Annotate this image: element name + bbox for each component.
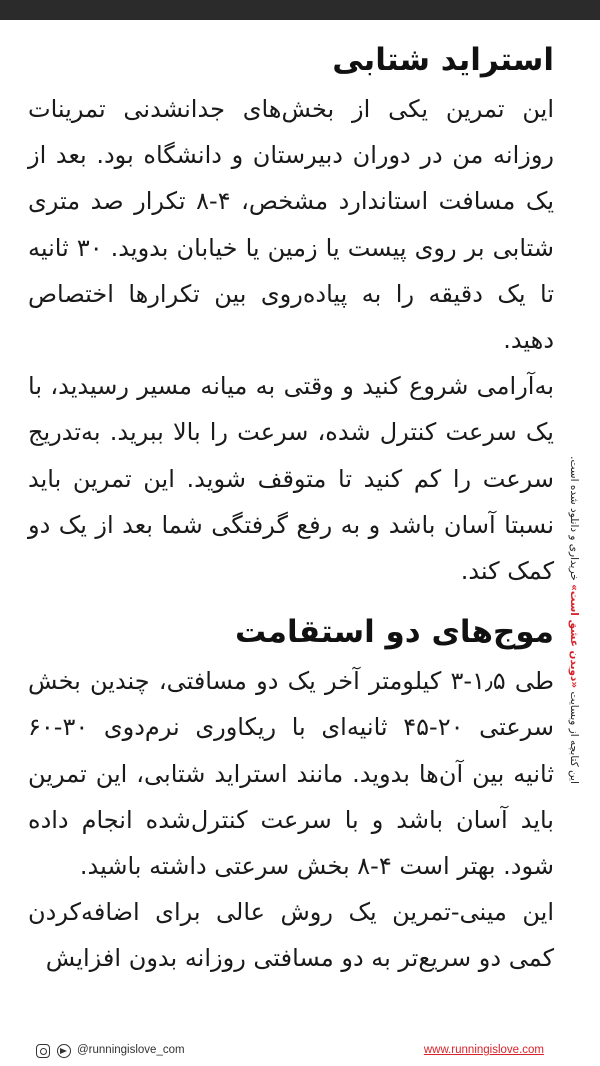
- top-bar: [0, 0, 600, 20]
- instagram-icon[interactable]: [36, 1044, 50, 1058]
- paragraph-strides-details: به‌آرامی شروع کنید و وقتی به میانه مسیر رسیدید، با یک سرعت کنترل شده، سرعت را بالا ببرید. به‌تدریج سرعت را کم کنید تا متوقف شوید. این تمرین باید نسبتا آسان باشد و به رفع گرفتگی شما بعد از یک دو کمک کند.: [28, 372, 554, 586]
- article-body: [28, 34, 554, 982]
- footer: [0, 1036, 600, 1066]
- purchase-note: [566, 310, 582, 930]
- paragraph-surges-intro: طی ۱٫۵-۳ کیلومتر آخر یک دو مسافتی، چندین بخش سرعتی ۲۰-۴۵ ثانیه‌ای با ریکاوری نرم‌دوی ۳۰-۶۰ ثانیه بین آن‌ها بدوید. مانند استراید شتابی، این تمرین باید آسان باشد و با سرعت کنترل‌شده انجام داده شود. بهتر است ۴-۸ بخش سرعتی داشته باشید.: [28, 667, 555, 881]
- purchase-note-highlight: «دویدن عشق است»: [568, 584, 580, 689]
- paragraph-surges-benefit: این مینی-تمرین یک روش عالی برای اضافه‌کردن کمی دو سریع‌تر به دو مسافتی روزانه بدون افزایش: [28, 898, 554, 973]
- social-handle[interactable]: @runningislove_com: [77, 1044, 185, 1056]
- purchase-note-before: این کتابچه از وبسایت: [568, 691, 580, 784]
- section-heading-endurance-surges: موج‌های دو استقامت: [234, 614, 554, 651]
- telegram-icon[interactable]: [57, 1044, 71, 1058]
- section-heading-acceleration-strides: استراید شتابی: [332, 42, 554, 78]
- paragraph-strides-intro: این تمرین یکی از بخش‌های جدانشدنی تمرینات روزانه من در دوران دبیرستان و دانشگاه بود. بعد از یک مسافت استاندارد مشخص، ۴-۸ تکرار صد متری شتابی بر روی پیست یا زمین یا خیابان بدوید. ۳۰ ثانیه تا یک دقیقه را به پیاده‌روی بین تکرارها اختصاص دهید.: [28, 95, 554, 355]
- purchase-note-after: خریداری و دانلود شده است.: [568, 456, 580, 581]
- website-link[interactable]: www.runningislove.com: [423, 1044, 544, 1056]
